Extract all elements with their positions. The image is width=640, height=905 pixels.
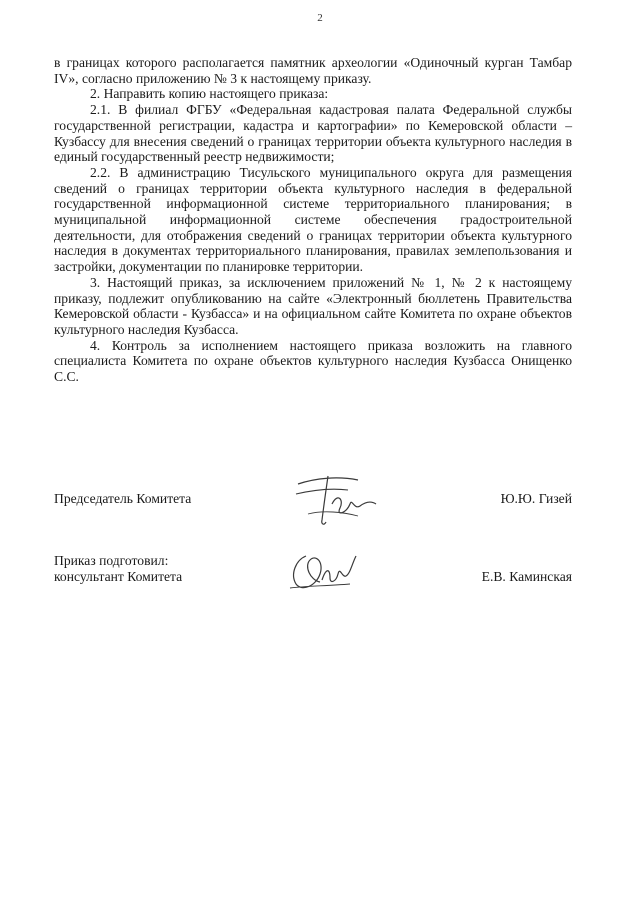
paragraph-item-2-1: 2.1. В филиал ФГБУ «Федеральная кадастровая палата Федеральной службы государственной регистрации, кадастра и картографии» по Кемеровской области – Кузбассу для внесения сведений о границах территории объекта культурного наследия в единый государственный реестр недвижимости; bbox=[54, 102, 572, 165]
page-number: 2 bbox=[317, 12, 323, 24]
preparer-label: Приказ подготовил: bbox=[54, 553, 169, 568]
chairman-signature-mark bbox=[288, 470, 388, 532]
document-body bbox=[54, 55, 572, 385]
paragraph-item-2-2: 2.2. В администрацию Тисульского муниципального округа для размещения сведений о границах территории объекта культурного наследия в федеральной государственной информационной системе территориального планирования; в муниципальной информационной системе обеспечения градостроительной деятельности, для отображения сведений о границах территории объекта культурного наследия в документах территориального планирования, правилах землепользования и застройки, документации по планировке территории. bbox=[54, 164, 572, 275]
chairman-title: Председатель Комитета bbox=[54, 491, 192, 506]
preparer-name: Е.В. Каминская bbox=[481, 569, 572, 584]
paragraph-item-3: 3. Настоящий приказ, за исключением приложений № 1, № 2 к настоящему приказу, подлежит опубликованию на сайте «Электронный бюллетень Правительства Кемеровской области - Кузбасса» и на официальном сайте Комитета по охране объектов культурного наследия Кузбасса. bbox=[54, 274, 572, 337]
paragraph-item-2: 2. Направить копию настоящего приказа: bbox=[90, 86, 329, 102]
preparer-signature-mark bbox=[286, 546, 366, 596]
preparer-title: консультант Комитета bbox=[54, 569, 183, 584]
paragraph-continuation: в границах которого располагается памятник археологии «Одиночный курган Тамбар IV», согласно приложению № 3 к настоящему приказу. bbox=[54, 55, 572, 86]
paragraph-item-4: 4. Контроль за исполнением настоящего приказа возложить на главного специалиста Комитета по охране объектов культурного наследия Кузбасса Онищенко С.С. bbox=[54, 337, 572, 385]
chairman-name: Ю.Ю. Гизей bbox=[500, 491, 572, 506]
